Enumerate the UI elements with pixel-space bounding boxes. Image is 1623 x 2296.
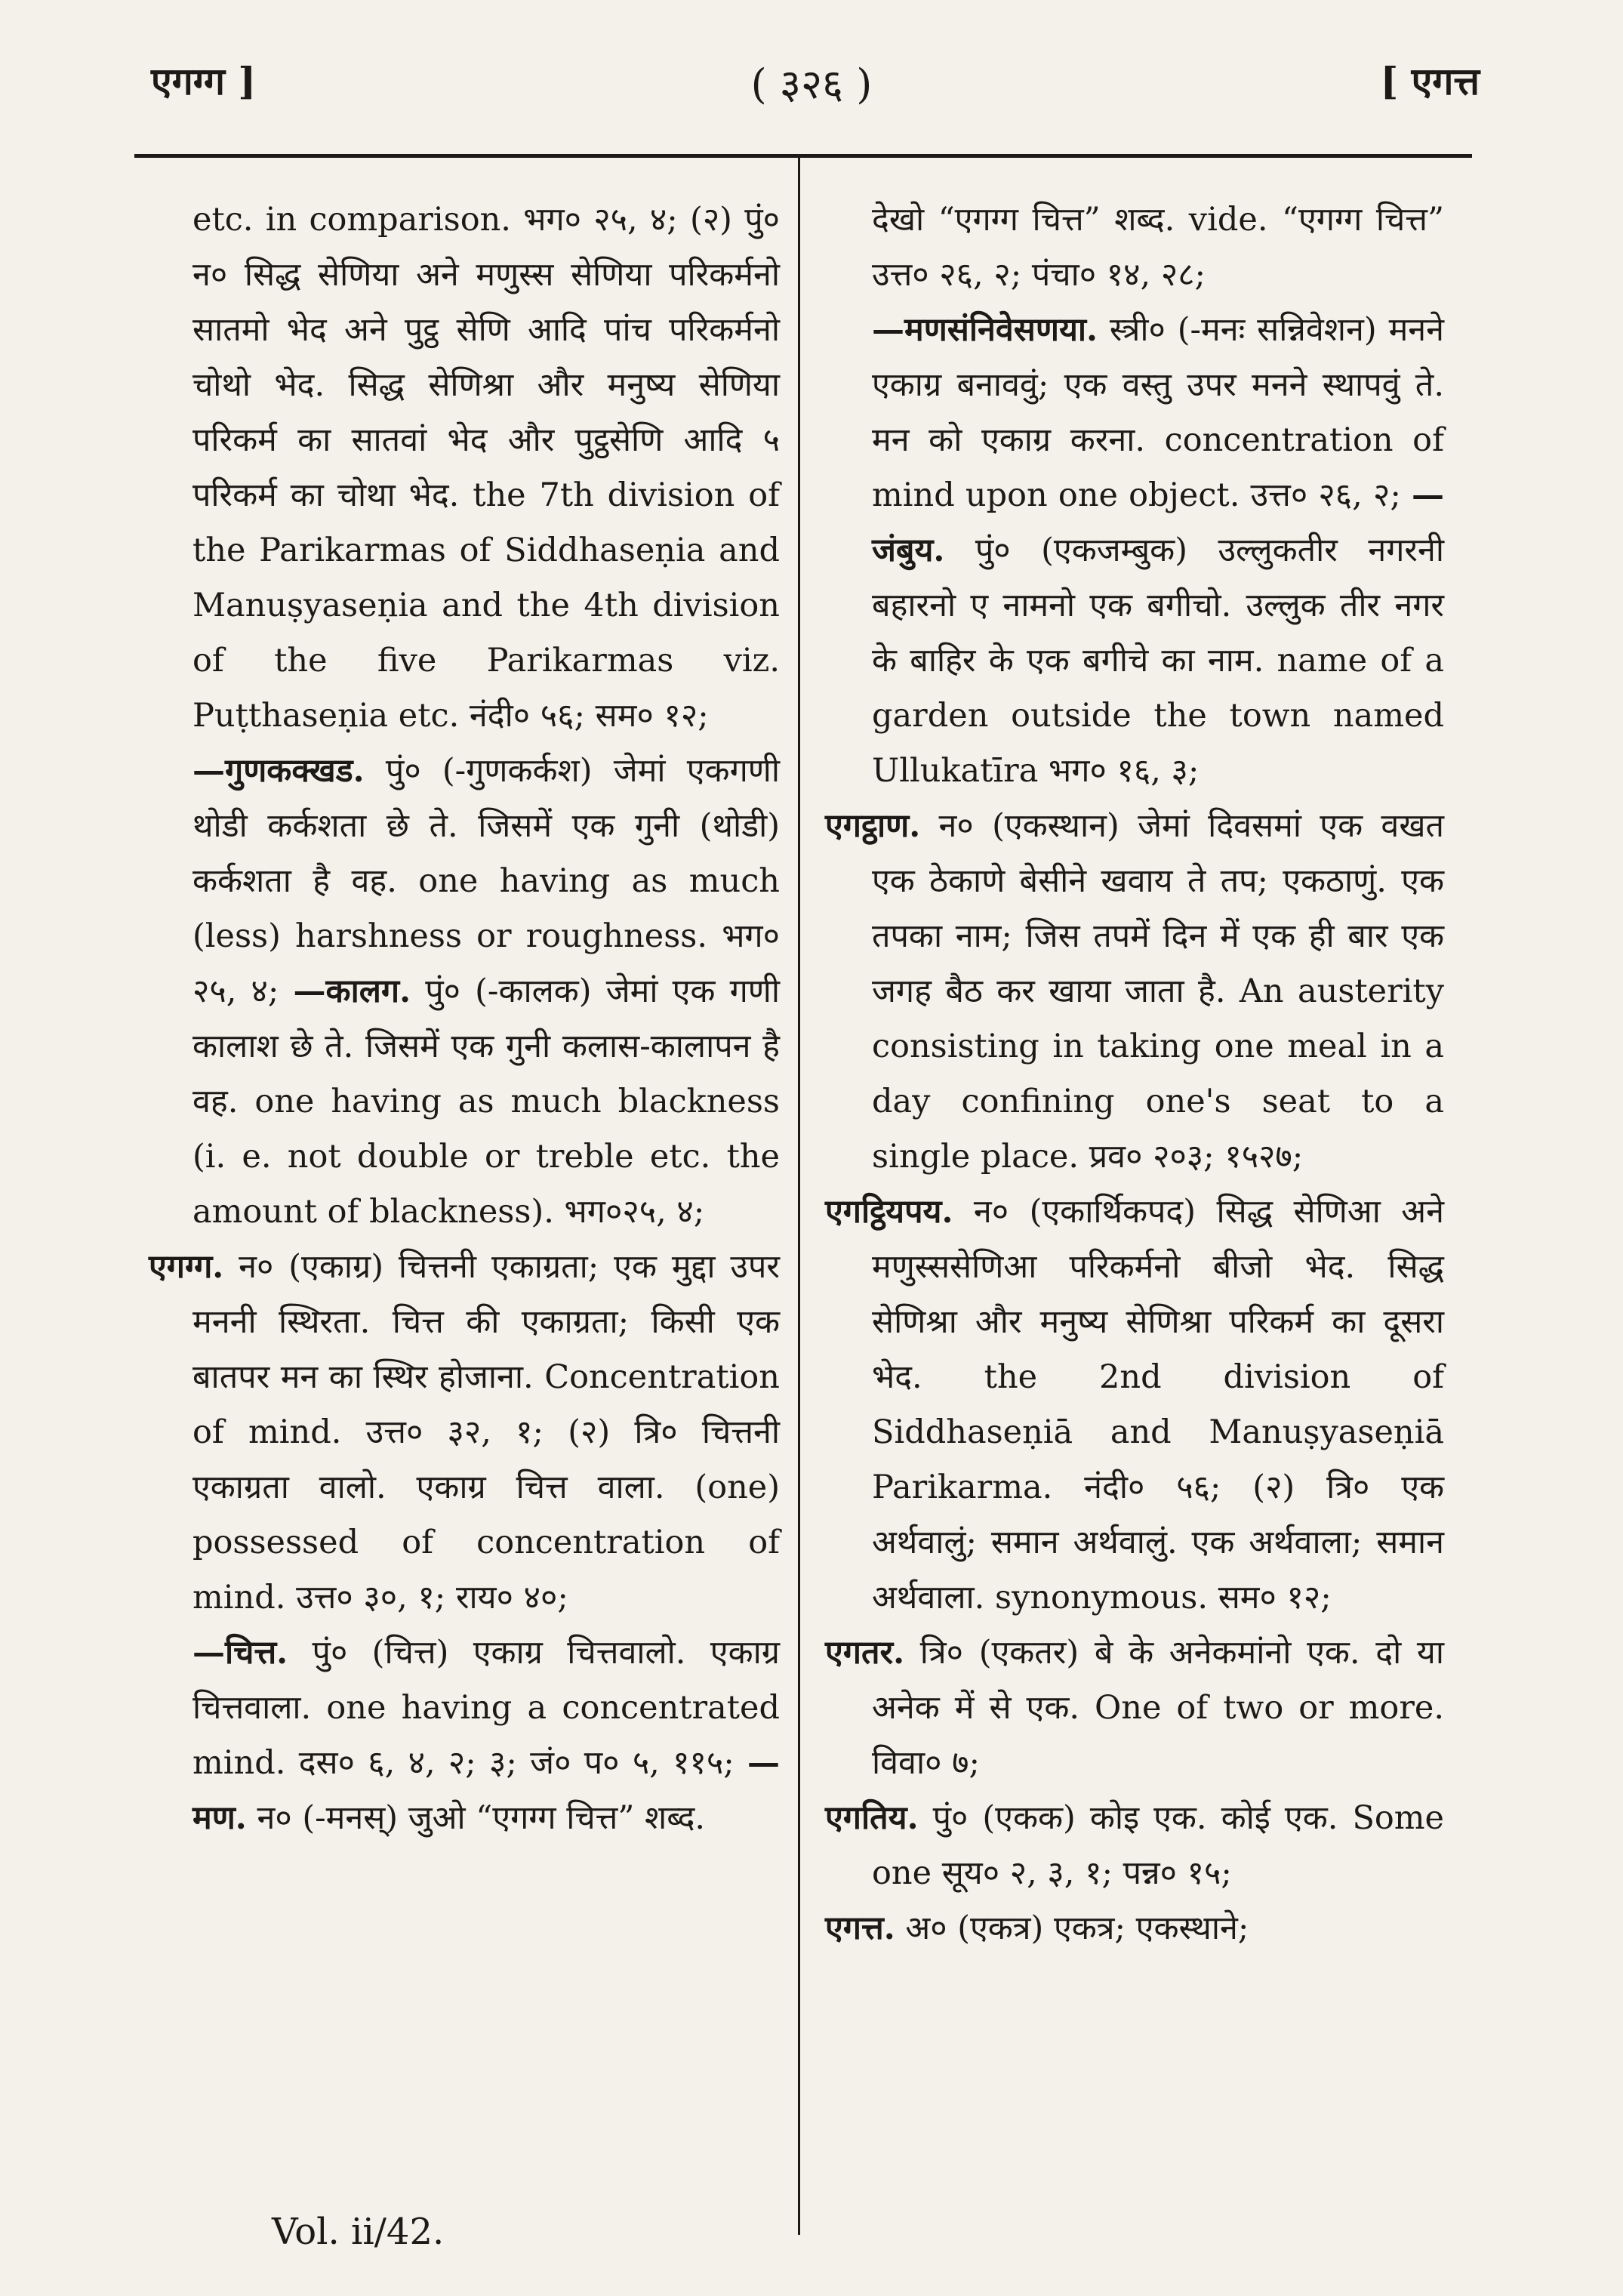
entry-definition: etc. in comparison. भग० २५, ४; (२) पुं० न० सिद्ध सेणिया अने मणुस्स सेणिया परिकर्मनो सातमो भेद अने पुट्ठ सेणि आदि पांच परिकर्मनो चोथो भेद. सिद्ध सेणिश्रा और मनुष्य सेणिया परिकर्म का सातवां भेद और पुट्ठसेणि आदि ५ परिकर्म का चोथा भेद. the 7th division of the Parikarmas of Siddhaseṇia and Manuṣyaseṇia and the 4th division of the five Parikarmas viz. Puṭthaseṇia etc. नंदी० ५६; सम० १२; [192,201,780,735]
entry-definition: देखो “एगग्ग चित्त” शब्द. vide. “एगग्ग चित्त” उत्त० २६, २; पंचा० १४, २८; [872,201,1444,294]
header-left-guideword: एगग्ग ] [151,59,257,103]
entry-definition: अ० (एकत्र) एकत्र; एकस्थाने; [905,1909,1249,1947]
header-right-guideword: [ एगत्त [1380,59,1480,103]
entry-definition: न० (एकाग्र) चित्तनी एकाग्रता; एक मुद्दा उपर मननी स्थिरता. चित्त की एकाग्रता; किसी एक बातपर मन का स्थिर होजाना. Concentration of mind. उत्त० ३२, १; (२) त्रि० चित्तनी एकाग्रता वालो. एकाग्र चित्त वाला. (one) possessed of concentration of mind. उत्त० ३०, १; राय० ४०; [192,1248,780,1616]
entry-definition: पुं० (-गुणकर्कश) जेमां एकगणी थोडी कर्कशता छे ते. जिसमें एक गुनी (थोडी) कर्कशता है वह. one having as much (less) harshness or roughness. भग० २५, ४; [192,752,781,1010]
dictionary-entry [192,1626,780,1846]
dictionary-entry [192,193,780,744]
dictionary-entry [825,1626,1444,1791]
entry-definition: पुं० (एकजम्बुक) उल्लुकतीर नगरनी बहारनो ए नामनो एक बगीचो. उल्लुक तीर नगर के बाहिर के एक बगीचे का नाम. name of a garden outside the town named Ullukatīra भग० १६, ३; [872,532,1444,790]
entry-definition: पुं० (-कालक) जेमां एक गणी कालाश छे ते. जिसमें एक गुनी कलास-कालापन है वह. one having as much blackness (i. e. not double or treble etc. the amount of blackness). भग०२५, ४; [192,972,781,1231]
entry-definition: न० (एकार्थिकपद) सिद्ध सेणिआ अने मणुस्ससेणिआ परिकर्मनो बीजो भेद. सिद्ध सेणिश्रा और मनुष्य सेणिश्रा परिकर्म का दूसरा भेद. the 2nd division of Siddhaseṇiā and Manuṣyaseṇiā Parikarma. नंदी० ५६; (२) त्रि० एक अर्थवालुं; समान अर्थवालुं. एक अर्थवाला; समान अर्थवाला. synonymous. सम० १२; [872,1193,1444,1616]
dictionary-entry [149,1240,780,1626]
dictionary-entry [825,303,1444,799]
entry-headword: —मणसंनिवेसणया. [872,311,1098,349]
dictionary-entry [825,1185,1444,1626]
dictionary-entry [825,799,1444,1185]
entry-headword: एगतिय. [825,1799,919,1837]
entry-definition: पुं० (एकक) कोइ एक. कोई एक. Some one सूय० २, ३, १; पन्न० १५; [872,1799,1445,1892]
entry-definition: त्रि० (एकतर) बे के अनेकमांनो एक. दो या अनेक में से एक. One of two or more. विवा० ७; [872,1634,1444,1782]
dictionary-entry [825,1791,1444,1901]
entry-definition: न० (-मनस्) जुओ “एगग्ग चित्त” शब्द. [257,1799,706,1837]
right-column [825,193,1444,1956]
entry-definition: स्त्री० (-मनः सन्निवेशन) मनने एकाग्र बनाववुं; एक वस्तु उपर मनने स्थापवुं ते. मन को एकाग्र करना. concentration of mind upon one object. उत्त० २६, २; [872,311,1445,514]
entry-headword: —कालग. [293,972,411,1010]
dictionary-entry [825,193,1444,303]
entry-headword: —जंबुय. [872,476,1445,569]
left-column [149,193,781,1846]
volume-signature: Vol. ii/42. [272,2211,445,2253]
entry-definition: न० (एकस्थान) जेमां दिवसमां एक वखत एक ठेकाणे बेसीने खवाय ते तप; एकठाणुं. एक तपका नाम; जिस तपमें दिन में एक ही बार एक जगह बैठ कर खाया जाता है. An austerity consisting in taking one meal in a day confining one's seat to a single place. प्रव० २०३; १५२७; [872,807,1445,1176]
dictionary-entry [192,744,780,1240]
entry-headword: —चित्त. [192,1634,288,1672]
header-rule [134,154,1472,158]
page-number: ( ३२६ ) [750,60,873,108]
entry-headword: —मण. [192,1744,780,1837]
dictionary-entry [825,1901,1444,1956]
entry-definition: पुं० (चित्त) एकाग्र चित्तवालो. एकाग्र चित्तवाला. one having a concentrated mind. दस० ६, ४, २; ३; जं० प० ५, ११५; [192,1634,780,1782]
entry-headword: एगट्ठियपय. [825,1193,953,1231]
entry-headword: एगट्ठाण. [825,807,921,845]
entry-headword: एगतर. [825,1634,905,1672]
entry-headword: एगत्त. [825,1909,895,1947]
column-divider [798,154,800,2235]
entry-headword: एगग्ग. [149,1248,224,1286]
entry-headword: —गुणकक्खड. [192,752,365,790]
